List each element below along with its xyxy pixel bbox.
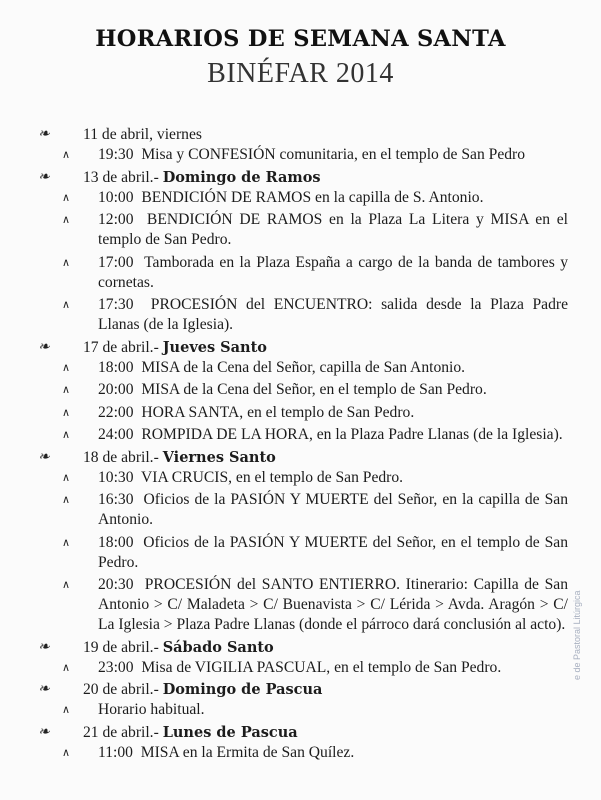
event-text: 16:30 Oficios de la PASIÓN Y MUERTE del Señor, en la capilla de San Antonio. <box>98 491 572 528</box>
schedule-event <box>38 188 568 208</box>
day-name: Viernes Santo <box>162 448 276 466</box>
event-text: 20:30 PROCESIÓN del SANTO ENTIERRO. Itinerario: Capilla de San Antonio > C/ Maladeta > C/ Buenavista > C/ Lérida > Avda. Aragón > C/ La Iglesia > Plaza Padre Llanas (donde el párroco dará conclusión al acto). <box>98 576 572 633</box>
ornate-leaf-bullet-icon: ❧ <box>38 169 48 185</box>
event-text: 20:00 MISA de la Cena del Señor, en el templo de San Pedro. <box>98 381 487 398</box>
day-heading <box>38 680 568 700</box>
day-heading <box>38 125 568 145</box>
day-heading <box>38 448 568 468</box>
schedule-event <box>38 145 568 165</box>
caret-bullet-icon: ∧ <box>62 579 71 591</box>
schedule-event <box>38 425 568 445</box>
caret-bullet-icon: ∧ <box>62 704 71 716</box>
day-date: 19 de abril.- <box>83 638 163 656</box>
caret-bullet-icon: ∧ <box>62 746 71 759</box>
day-name: Jueves Santo <box>162 338 267 356</box>
day-date: 13 de abril.- <box>83 168 163 186</box>
caret-bullet-icon: ∧ <box>62 384 71 396</box>
ornate-leaf-bullet-icon: ❧ <box>38 339 48 355</box>
day-heading <box>38 168 568 188</box>
day-name: Domingo de Ramos <box>162 168 321 186</box>
schedule-event <box>38 700 568 720</box>
page-title: HORARIOS DE SEMANA SANTA <box>95 26 506 52</box>
event-text: 17:30 PROCESIÓN del ENCUENTRO: salida desde la Plaza Padre Llanas (de la Iglesia). <box>98 296 572 333</box>
schedule-event <box>38 533 572 573</box>
day-date: 18 de abril.- <box>83 448 163 466</box>
event-text: 10:30 VIA CRUCIS, en el templo de San Pedro. <box>98 468 404 486</box>
day-date: 21 de abril.- <box>83 723 163 741</box>
schedule-event <box>38 490 572 530</box>
day-heading <box>38 723 568 743</box>
ornate-leaf-bullet-icon: ❧ <box>38 639 48 655</box>
event-text: 17:00 Tamborada en la Plaza España a cargo de la banda de tambores y cornetas. <box>98 253 572 291</box>
schedule-event <box>38 743 568 763</box>
caret-bullet-icon: ∧ <box>62 191 71 204</box>
event-text: 23:00 Misa de VIGILIA PASCUAL, en el templo de San Pedro. <box>98 658 502 676</box>
caret-bullet-icon: ∧ <box>62 494 71 506</box>
caret-bullet-icon: ∧ <box>62 471 71 484</box>
day-date: 17 de abril.- <box>83 338 163 356</box>
schedule-list <box>38 125 572 765</box>
schedule-event <box>38 468 568 488</box>
event-text: 11:00 MISA en la Ermita de San Quílez. <box>98 743 355 761</box>
event-text: 12:00 BENDICIÓN DE RAMOS en la Plaza La Litera y MISA en el templo de San Pedro. <box>98 211 572 248</box>
day-name: Lunes de Pascua <box>162 723 298 741</box>
caret-bullet-icon: ∧ <box>62 256 71 269</box>
event-text: 22:00 HORA SANTA, en el templo de San Pedro. <box>98 403 415 421</box>
schedule-event <box>38 358 568 378</box>
event-text: 18:00 Oficios de la PASIÓN Y MUERTE del Señor, en el templo de San Pedro. <box>98 533 572 571</box>
caret-bullet-icon: ∧ <box>62 214 71 226</box>
event-text: 18:00 MISA de la Cena del Señor, capilla de San Antonio. <box>98 358 466 376</box>
caret-bullet-icon: ∧ <box>62 661 71 674</box>
schedule-event <box>38 380 568 400</box>
day-name: Domingo de Pascua <box>162 681 323 698</box>
schedule-event <box>38 295 572 335</box>
event-text: 19:30 Misa y CONFESIÓN comunitaria, en el templo de San Pedro <box>98 146 526 163</box>
event-text: 24:00 ROMPIDA DE LA HORA, en la Plaza Padre Llanas (de la Iglesia). <box>98 426 563 443</box>
ornate-leaf-bullet-icon: ❧ <box>38 449 48 465</box>
schedule-event <box>38 210 572 250</box>
schedule-event <box>38 253 572 293</box>
event-text: Horario habitual. <box>98 701 205 718</box>
day-heading <box>38 638 568 658</box>
caret-bullet-icon: ∧ <box>62 361 71 374</box>
event-text: 10:00 BENDICIÓN DE RAMOS en la capilla de S. Antonio. <box>98 188 484 206</box>
caret-bullet-icon: ∧ <box>62 406 71 419</box>
watermark-text: e de Pastoral Litúrgica <box>572 590 582 680</box>
day-heading <box>38 338 568 358</box>
day-name: Sábado Santo <box>162 638 274 656</box>
schedule-event <box>38 403 568 423</box>
schedule-event <box>38 575 572 635</box>
ornate-leaf-bullet-icon: ❧ <box>38 127 48 142</box>
schedule-event <box>38 658 568 678</box>
caret-bullet-icon: ∧ <box>62 299 71 311</box>
ornate-leaf-bullet-icon: ❧ <box>38 682 48 697</box>
day-date: 20 de abril.- <box>83 681 163 698</box>
ornate-leaf-bullet-icon: ❧ <box>38 724 48 740</box>
page-subtitle: BINÉFAR 2014 <box>207 58 394 89</box>
caret-bullet-icon: ∧ <box>62 536 71 549</box>
caret-bullet-icon: ∧ <box>62 429 71 441</box>
day-date: 11 de abril, viernes <box>83 126 202 143</box>
caret-bullet-icon: ∧ <box>62 149 71 161</box>
